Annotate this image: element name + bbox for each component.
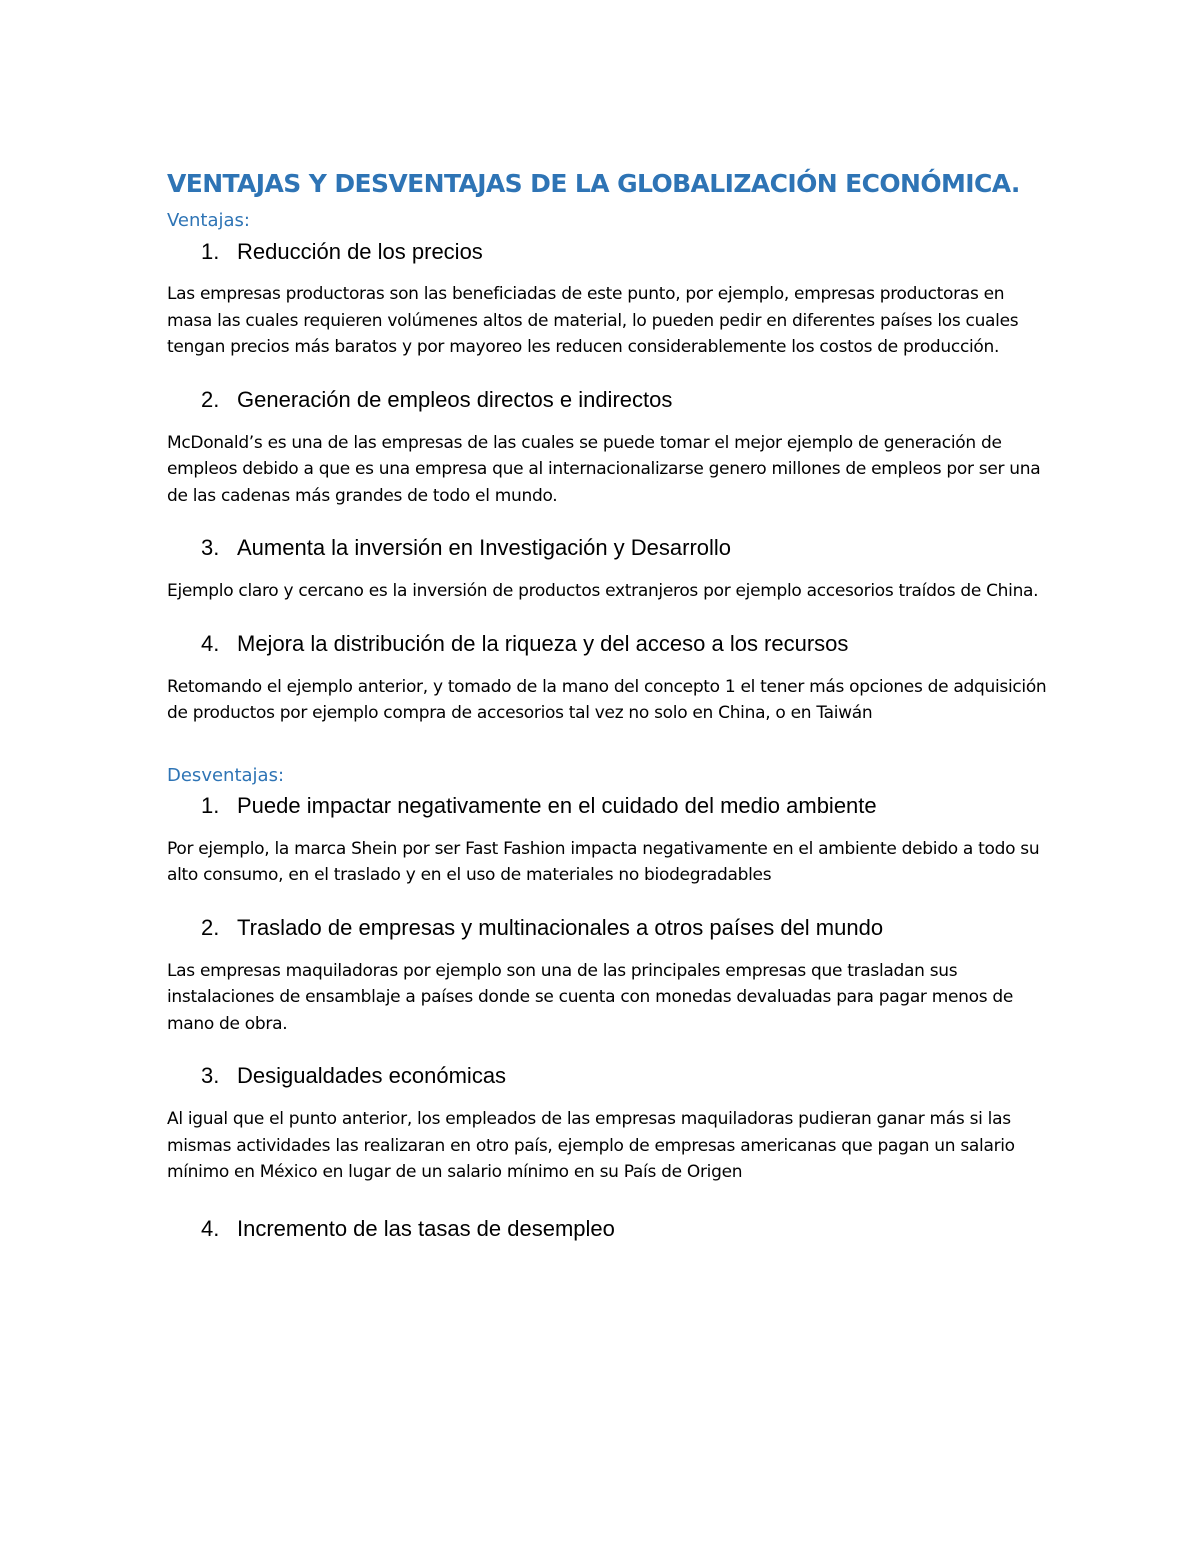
list-heading-text: Mejora la distribución de la riqueza y del acceso a los recursos <box>237 630 849 656</box>
list-heading-text: Generación de empleos directos e indirectos <box>237 386 673 412</box>
ventaja-heading-1 <box>167 237 1047 267</box>
desventaja-heading-1 <box>167 791 1047 821</box>
list-number: 1. <box>201 239 220 264</box>
list-heading-text: Aumenta la inversión en Investigación y Desarrollo <box>237 535 732 560</box>
ventaja-body-1: Las empresas productoras son las beneficiadas de este punto, por ejemplo, empresas productoras en masa las cuales requieren volúmenes altos de material, lo pueden pedir en diferentes países los cuales tengan precios más baratos y por mayoreo les reducen considerablemente los costos de producción. <box>167 284 1019 357</box>
list-heading-text: Desigualdades económicas <box>237 1063 507 1088</box>
desventaja-heading-2 <box>167 913 1047 943</box>
desventaja-heading-3 <box>167 1061 1047 1091</box>
ventaja-body-3: Ejemplo claro y cercano es la inversión de productos extranjeros por ejemplo accesorios traídos de China. <box>167 581 1039 601</box>
ventaja-heading-2 <box>167 385 1047 415</box>
ventaja-heading-3 <box>167 533 1047 563</box>
desventaja-body-2: Las empresas maquiladoras por ejemplo son una de las principales empresas que trasladan sus instalaciones de ensamblaje a países donde se cuenta con monedas devaluadas para pagar menos de mano de obra. <box>167 960 1014 1034</box>
ventaja-body-2: McDonald’s es una de las empresas de las cuales se puede tomar el mejor ejemplo de generación de empleos debido a que es una empresa que al internacionalizarse genero millones de empleos por ser una de las cadenas más grandes de todo el mundo. <box>167 432 1041 506</box>
list-number: 2. <box>201 386 220 412</box>
desventaja-body-3: Al igual que el punto anterior, los empleados de las empresas maquiladoras pudieran ganar más si las mismas actividades las realizaran en otro país, ejemplo de empresas americanas que pagan un salario mínimo en México en lugar de un salario mínimo en su País de Origen <box>167 1109 1015 1182</box>
section-label-desventajas: Desventajas: <box>167 764 285 786</box>
desventaja-heading-4 <box>167 1214 1047 1244</box>
list-heading-text: Reducción de los precios <box>237 239 483 264</box>
ventaja-heading-4 <box>167 629 1047 659</box>
document-content <box>167 165 1047 1244</box>
desventaja-body-1: Por ejemplo, la marca Shein por ser Fast Fashion impacta negativamente en el ambiente debido a todo su alto consumo, en el traslado y en el uso de materiales no biodegradables <box>167 838 1040 885</box>
document-title: VENTAJAS Y DESVENTAJAS DE LA GLOBALIZACIÓN ECONÓMICA. <box>167 169 1020 198</box>
list-number: 3. <box>201 535 220 560</box>
list-number: 4. <box>201 630 220 656</box>
list-number: 2. <box>201 914 220 940</box>
section-label-ventajas: Ventajas: <box>167 210 250 231</box>
list-number: 3. <box>201 1063 220 1088</box>
list-heading-text: Puede impactar negativamente en el cuidado del medio ambiente <box>237 792 877 818</box>
ventaja-body-4: Retomando el ejemplo anterior, y tomado de la mano del concepto 1 el tener más opciones de adquisición de productos por ejemplo compra de accesorios tal vez no solo en China, o en Taiwán <box>167 676 1047 723</box>
list-number: 1. <box>201 792 220 818</box>
list-heading-text: Incremento de las tasas de desempleo <box>237 1215 615 1241</box>
list-number: 4. <box>201 1215 220 1241</box>
list-heading-text: Traslado de empresas y multinacionales a otros países del mundo <box>237 914 884 940</box>
